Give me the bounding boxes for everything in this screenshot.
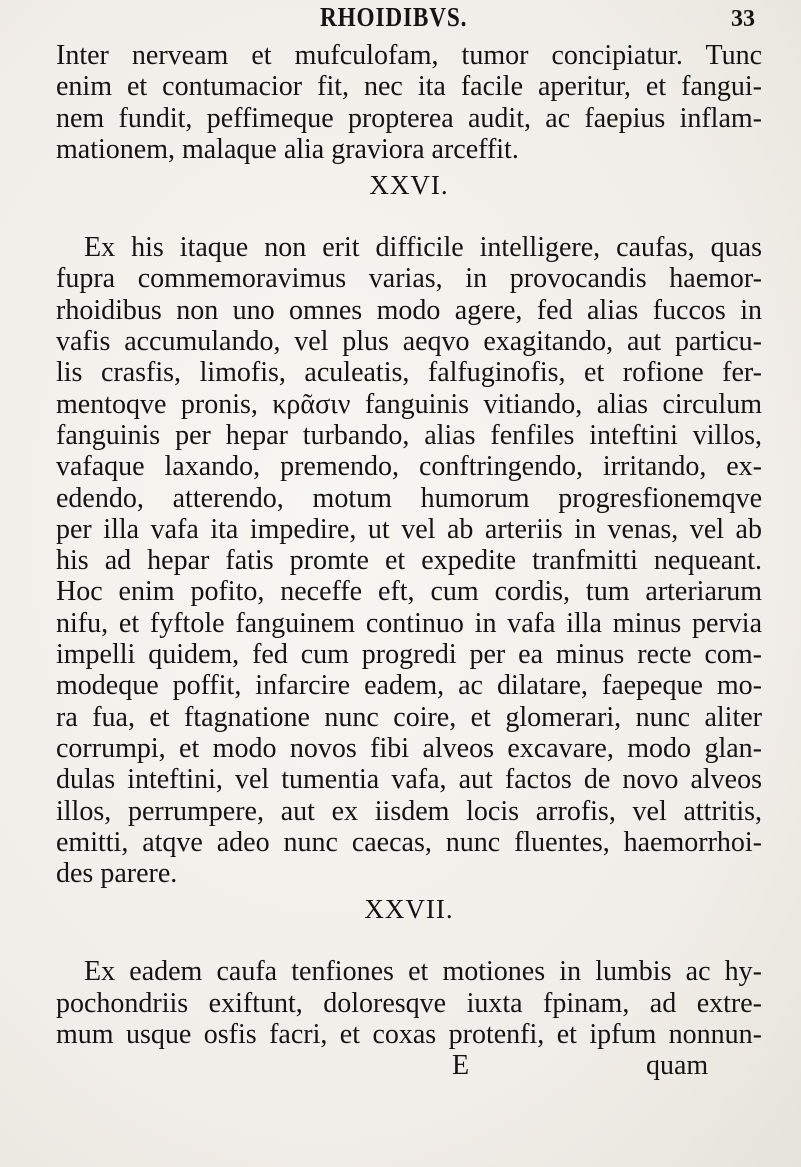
text-line: emitti, atqve adeo nunc caecas, nunc fluentes, haemorrhoi- [56,826,762,858]
text-line: rhoidibus non uno omnes modo agere, fed alias fuccos in [56,294,762,326]
text-line: lis crasfis, limofis, aculeatis, falfuginofis, et rofione fer- [56,357,762,389]
text-line: enim et contumacior fit, nec ita facile aperitur, et fangui- [56,71,762,103]
text-line: his ad hepar fatis promte et expedite tranfmitti nequeant. [56,545,762,577]
signature-mark: E [452,1050,470,1082]
text-line: Ex his itaque non erit difficile intelligere, caufas, quas [84,232,762,264]
section-number-26: XXVI. [369,170,449,201]
text-line: modeque poffit, infarcire eadem, ac dilatare, faepeque mo- [56,670,762,702]
text-line: fupra commemoravimus varias, in provocandis haemor- [56,263,762,295]
text-line: Hoc enim pofito, neceffe eft, cum cordis, tum arteriarum [56,576,762,608]
text-line: pochondriis exiftunt, doloresqve iuxta fpinam, ad extre- [56,987,762,1019]
text-line: impelli quidem, fed cum progredi per ea minus recte com- [56,639,762,671]
catchline [56,1050,762,1081]
text-line: per illa vafa ita impedire, ut vel ab arteriis in venas, vel ab [56,513,762,545]
catchword: quam [646,1050,709,1082]
section-number-27: XXVII. [364,894,454,925]
text-line: corrumpi, et modo novos fibi alveos excavare, modo glan- [56,732,762,764]
text-line: ra fua, et ftagnatione nunc coire, et glomerari, nunc aliter [56,701,762,733]
text-line: fanguinis per hepar turbando, alias fenfiles inteftini villos, [56,419,762,451]
page-number: 33 [731,6,755,32]
text-line: vafis accumulando, vel plus aeqvo exagitando, aut particu- [56,326,762,358]
text-line: edendo, atterendo, motum humorum progresfionemqve [56,482,762,514]
text-line: mationem, malaque alia graviora arceffit. [56,133,519,165]
text-line: mentoqve pronis, κρᾶσιν fanguinis vitiando, alias circulum [56,388,762,420]
text-line: vafaque laxando, premendo, conftringendo, irritando, ex- [56,451,762,483]
text-line: Inter nerveam et mufculofam, tumor concipiatur. Tunc [56,40,762,71]
text-block [56,40,762,1081]
text-line: Ex eadem caufa tenfiones et motiones in lumbis ac hy- [84,956,762,988]
text-line: dulas inteftini, vel tumentia vafa, aut factos de novo alveos [56,764,762,796]
text-line: des parere. [56,858,178,890]
running-title: RHOIDIBVS. [320,2,468,32]
text-line: nem fundit, peffimeque propterea audit, ac faepius inflam- [56,102,762,134]
running-head [0,0,801,36]
text-line: nifu, et fyftole fanguinem continuo in vafa illa minus pervia [56,607,762,639]
text-line: mum usque osfis facri, et coxas protenfi, et ipfum nonnun- [56,1019,762,1051]
text-line: illos, perrumpere, aut ex iisdem locis arrofis, vel attritis, [56,795,762,827]
